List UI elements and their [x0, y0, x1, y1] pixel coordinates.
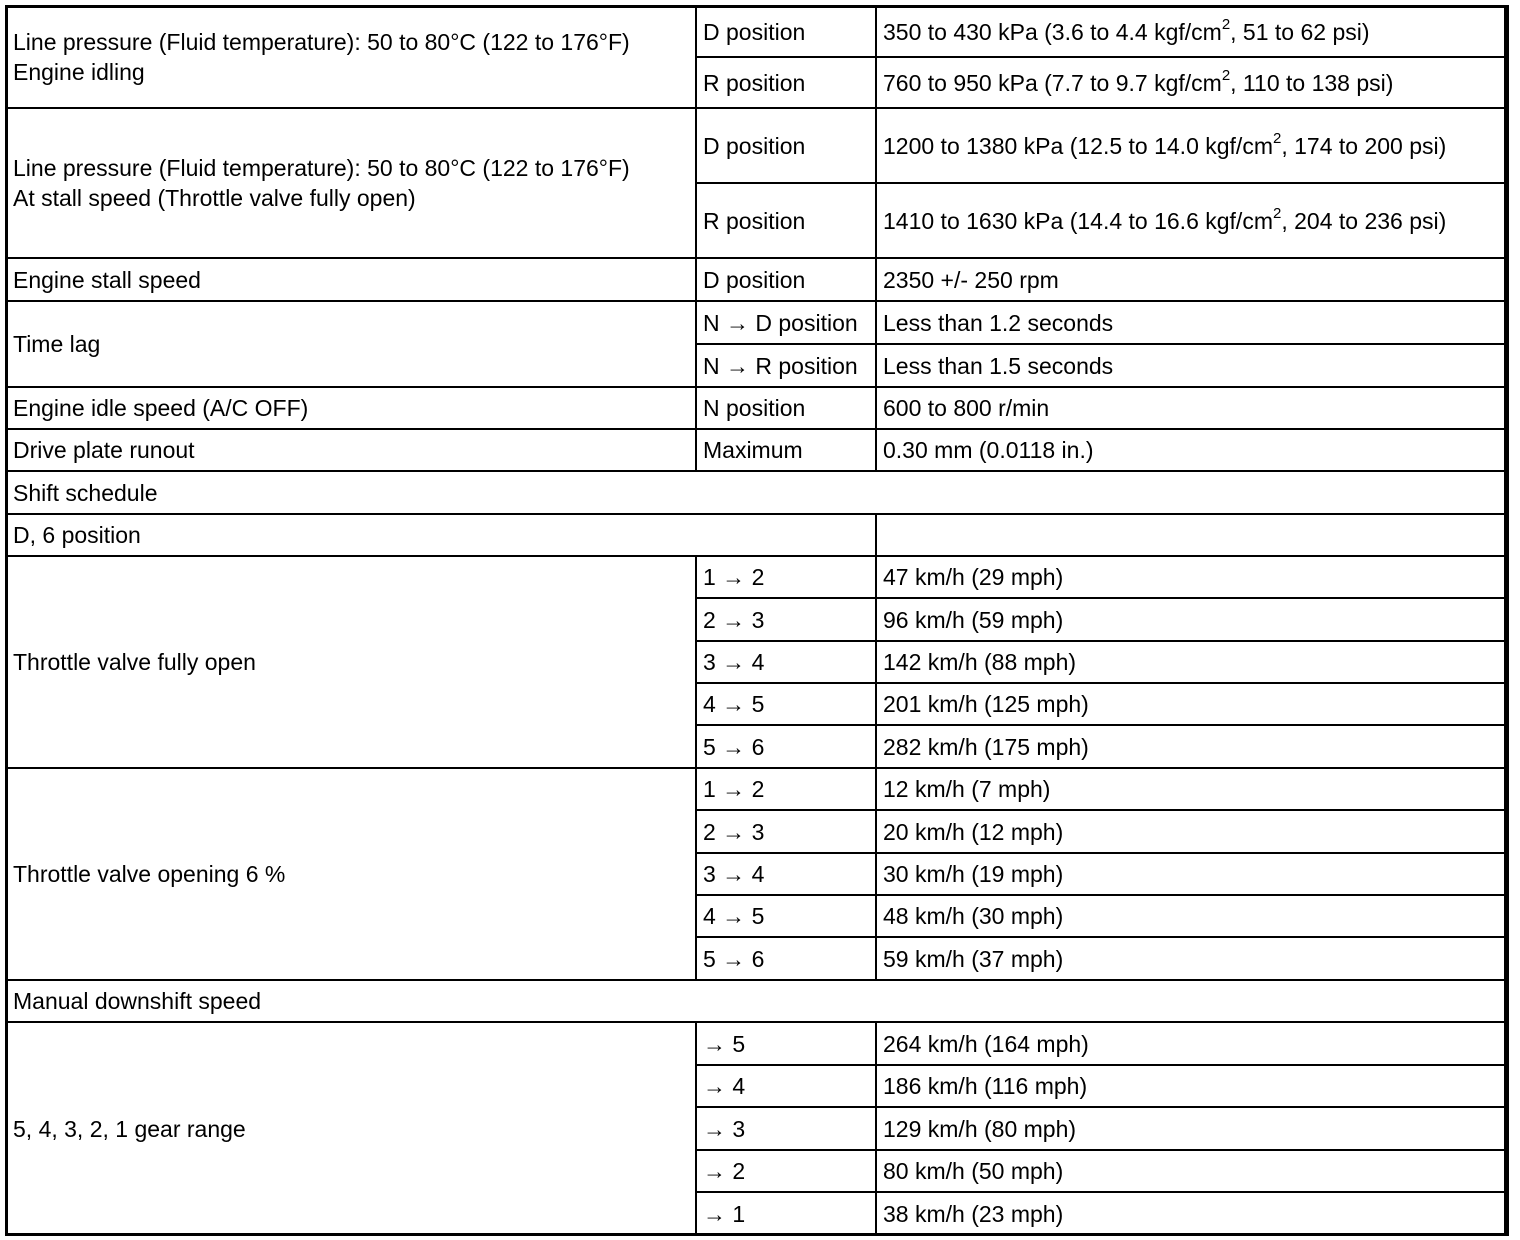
runout-label: Drive plate runout: [6, 429, 696, 471]
shift-cell: 3 → 4: [696, 853, 876, 895]
speed-cell: 59 km/h (37 mph): [876, 937, 1508, 980]
idle-speed-position: N position: [696, 387, 876, 429]
value-text: , 110 to 138 psi): [1230, 69, 1394, 96]
d6-position-heading: D, 6 position: [6, 514, 876, 556]
shift-cell: → 5: [696, 1022, 876, 1065]
shift-cell: 5 → 6: [696, 937, 876, 980]
speed-cell: 96 km/h (59 mph): [876, 598, 1508, 641]
time-lag-nd-value: Less than 1.2 seconds: [876, 301, 1508, 344]
line-pressure-stall-label-line1: Line pressure (Fluid temperature): 50 to 80°C (122 to 176°F): [13, 155, 630, 181]
speed-cell: 201 km/h (125 mph): [876, 683, 1508, 725]
speed-cell: 264 km/h (164 mph): [876, 1022, 1508, 1065]
open-6-label: Throttle valve opening 6 %: [6, 768, 696, 980]
shift-cell: 5 → 6: [696, 725, 876, 768]
superscript: 2: [1221, 66, 1231, 84]
time-lag-nd-position: N → D position: [696, 301, 876, 344]
value-text: 1200 to 1380 kPa (12.5 to 14.0 kgf/cm: [883, 132, 1273, 159]
speed-cell: 129 km/h (80 mph): [876, 1107, 1508, 1150]
value-text: 1410 to 1630 kPa (14.4 to 16.6 kgf/cm: [883, 207, 1273, 234]
full-open-label: Throttle valve fully open: [6, 556, 696, 768]
line-pressure-stall-d-position: D position: [696, 108, 876, 183]
idle-speed-label: Engine idle speed (A/C OFF): [6, 387, 696, 429]
line-pressure-idle-r-position: R position: [696, 57, 876, 108]
stall-speed-position: D position: [696, 258, 876, 301]
superscript: 2: [1221, 15, 1231, 33]
stall-speed-value: 2350 +/- 250 rpm: [876, 258, 1508, 301]
value-text: , 174 to 200 psi): [1281, 132, 1447, 159]
stall-speed-label: Engine stall speed: [6, 258, 696, 301]
time-lag-nr-position: N → R position: [696, 344, 876, 387]
value-text: 760 to 950 kPa (7.7 to 9.7 kgf/cm: [883, 69, 1222, 96]
shift-cell: → 2: [696, 1150, 876, 1192]
superscript: 2: [1272, 204, 1282, 222]
speed-cell: 48 km/h (30 mph): [876, 895, 1508, 937]
shift-cell: 2 → 3: [696, 598, 876, 641]
shift-cell: 4 → 5: [696, 895, 876, 937]
shift-cell: 3 → 4: [696, 641, 876, 683]
runout-value: 0.30 mm (0.0118 in.): [876, 429, 1508, 471]
speed-cell: 142 km/h (88 mph): [876, 641, 1508, 683]
shift-cell: 1 → 2: [696, 556, 876, 598]
speed-cell: 20 km/h (12 mph): [876, 810, 1508, 853]
line-pressure-idle-label-line1: Line pressure (Fluid temperature): 50 to 80°C (122 to 176°F): [13, 29, 630, 55]
speed-cell: 30 km/h (19 mph): [876, 853, 1508, 895]
gear-range-label: 5, 4, 3, 2, 1 gear range: [6, 1022, 696, 1235]
idle-speed-value: 600 to 800 r/min: [876, 387, 1508, 429]
shift-cell: → 4: [696, 1065, 876, 1107]
runout-position: Maximum: [696, 429, 876, 471]
speed-cell: 38 km/h (23 mph): [876, 1192, 1508, 1235]
time-lag-nr-value: Less than 1.5 seconds: [876, 344, 1508, 387]
speed-cell: 282 km/h (175 mph): [876, 725, 1508, 768]
line-pressure-stall-label-line2: At stall speed (Throttle valve fully open): [13, 185, 416, 211]
line-pressure-idle-label-line2: Engine idling: [13, 59, 145, 85]
line-pressure-stall-r-position: R position: [696, 183, 876, 258]
speed-cell: 47 km/h (29 mph): [876, 556, 1508, 598]
speed-cell: 80 km/h (50 mph): [876, 1150, 1508, 1192]
value-text: , 51 to 62 psi): [1230, 18, 1370, 45]
line-pressure-idle-d-position: D position: [696, 6, 876, 57]
shift-schedule-heading: Shift schedule: [6, 471, 1508, 514]
shift-cell: 1 → 2: [696, 768, 876, 810]
time-lag-label: Time lag: [6, 301, 696, 387]
superscript: 2: [1272, 129, 1282, 147]
value-text: 350 to 430 kPa (3.6 to 4.4 kgf/cm: [883, 18, 1222, 45]
value-text: , 204 to 236 psi): [1281, 207, 1447, 234]
shift-cell: 2 → 3: [696, 810, 876, 853]
shift-cell: 4 → 5: [696, 683, 876, 725]
manual-downshift-heading: Manual downshift speed: [6, 980, 1508, 1022]
shift-cell: → 3: [696, 1107, 876, 1150]
speed-cell: 186 km/h (116 mph): [876, 1065, 1508, 1107]
speed-cell: 12 km/h (7 mph): [876, 768, 1508, 810]
table-outer-border: [5, 5, 1507, 1236]
shift-cell: → 1: [696, 1192, 876, 1235]
